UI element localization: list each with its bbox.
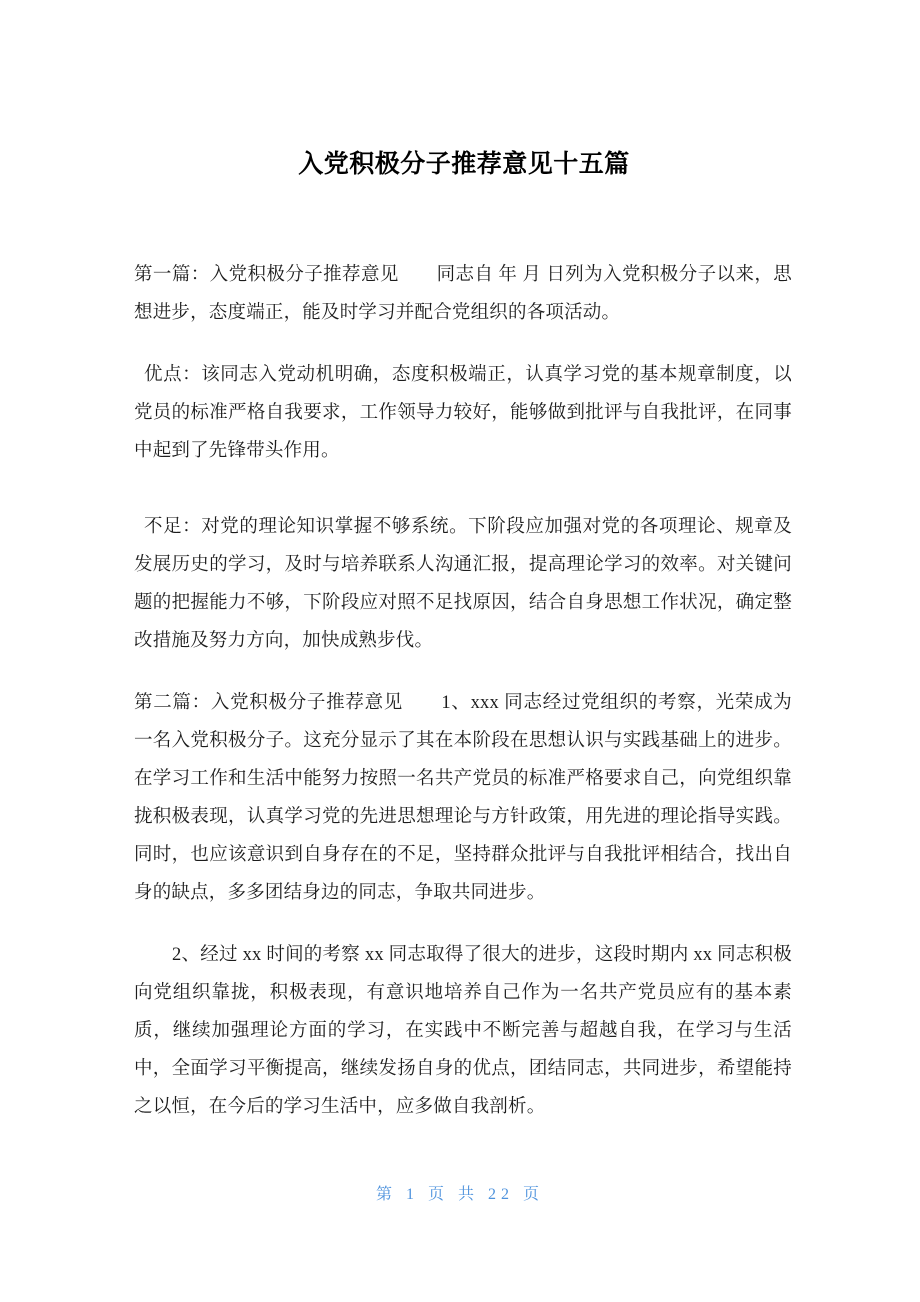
paragraph-first-entry-intro: 第一篇：入党积极分子推荐意见 同志自 年 月 日列为入党积极分子以来，思想进步，态度端正，能及时学习并配合党组织的各项活动。 bbox=[134, 265, 792, 323]
footer-page-indicator: 第 1 页 共 22 页 bbox=[375, 1186, 544, 1203]
page-title: 入党积极分子推荐意见十五篇 bbox=[298, 150, 630, 178]
paragraph-second-entry-intro: 第二篇：入党积极分子推荐意见 1、xxx 同志经过党组织的考察，光荣成为一名入党积极分子。这充分显示了其在本阶段在思想认识与实践基础上的进步。在学习工作和生活中能努力按照一名共产党员的标准严格要求自己，向党组织靠拢积极表现，认真学习党的先进思想理论与方针政策，用先进的理论指导实践。同时，也应该意识到自身存在的不足，坚持群众批评与自我批评相结合，找出自身的缺点，多多团结身边的同志，争取共同进步。 bbox=[134, 693, 792, 903]
paragraph-strengths: 优点：该同志入党动机明确，态度积极端正，认真学习党的基本规章制度，以党员的标准严格自我要求，工作领导力较好，能够做到批评与自我批评，在同事中起到了先锋带头作用。 bbox=[134, 365, 792, 461]
paragraph-second-entry-item-2: 2、经过 xx 时间的考察 xx 同志取得了很大的进步，这段时期内 xx 同志积极向党组织靠拢，积极表现，有意识地培养自己作为一名共产党员应有的基本素质，继续加强理论方面的学习，在实践中不断完善与超越自我，在学习与生活中，全面学习平衡提高，继续发扬自身的优点，团结同志，共同进步，希望能持之以恒，在今后的学习生活中，应多做自我剖析。 bbox=[134, 945, 792, 1117]
paragraph-weaknesses: 不足：对党的理论知识掌握不够系统。下阶段应加强对党的各项理论、规章及发展历史的学习，及时与培养联系人沟通汇报，提高理论学习的效率。对关键问题的把握能力不够，下阶段应对照不足找原因，结合自身思想工作状况，确定整改措施及努力方向，加快成熟步伐。 bbox=[134, 517, 792, 651]
page-footer bbox=[0, 1184, 920, 1206]
